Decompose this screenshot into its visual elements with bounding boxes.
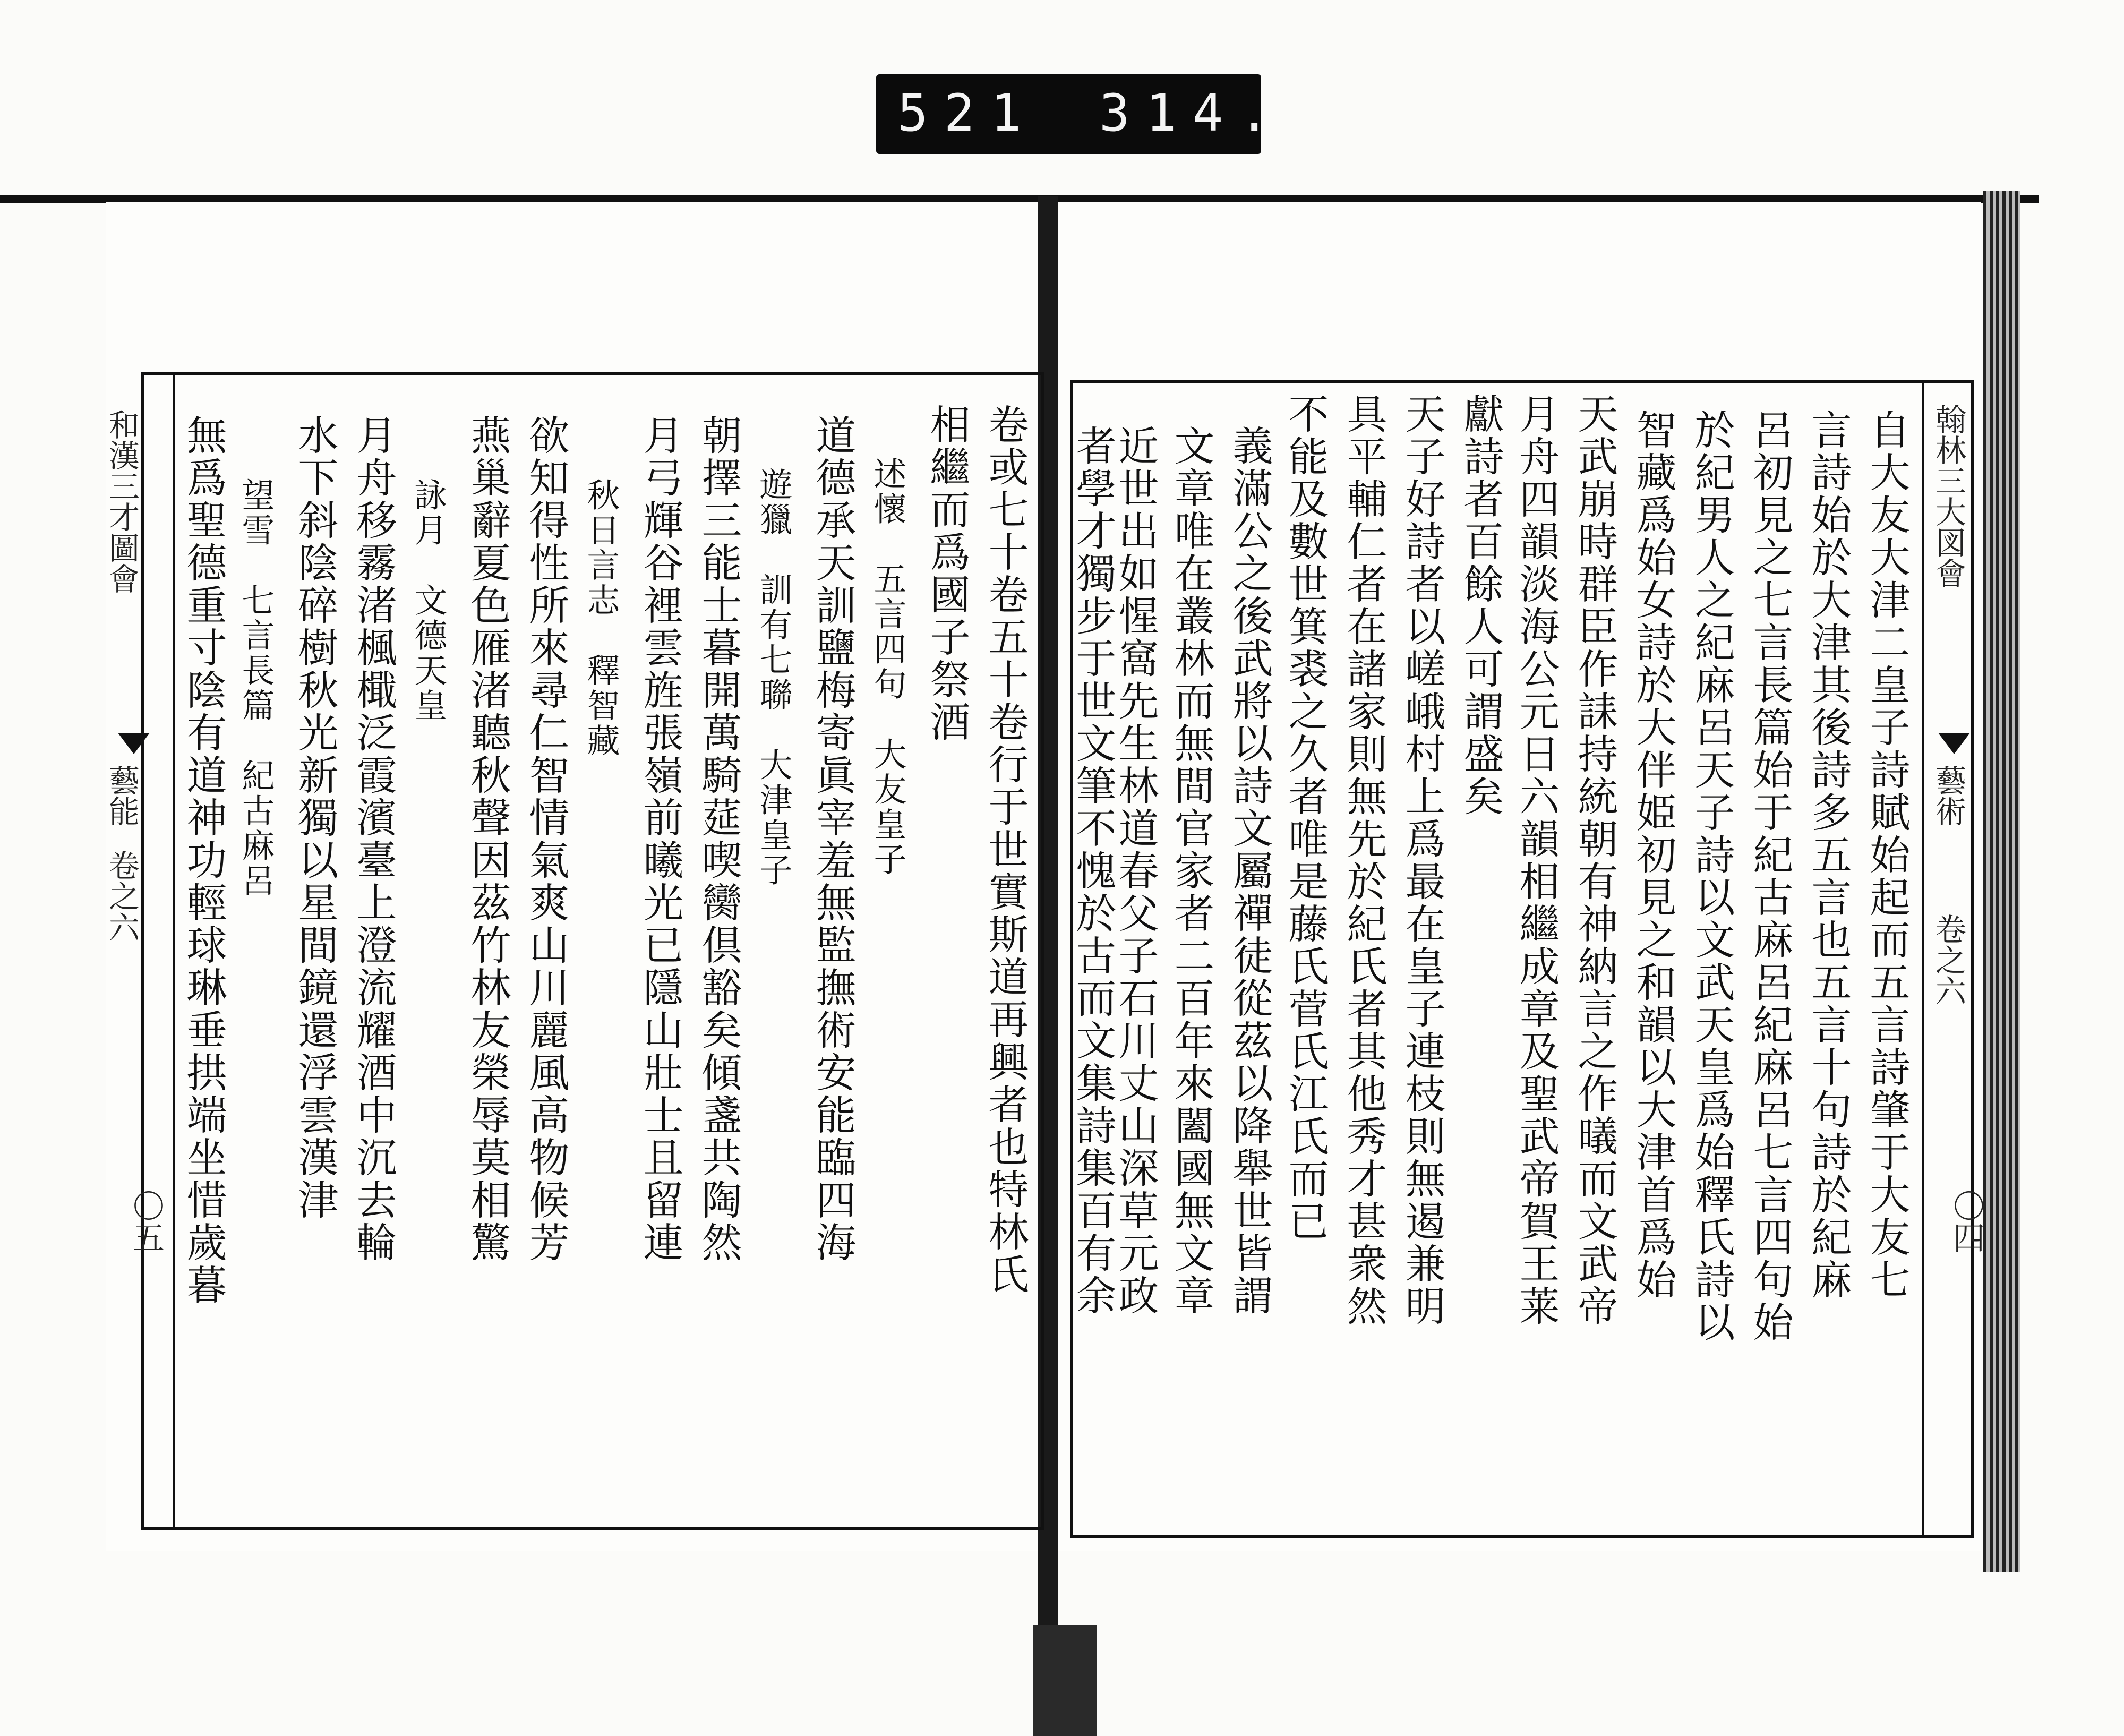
page-edges	[1983, 191, 2020, 1572]
left-col-13: 水下斜陰碎樹秋光新獨以星間鏡還浮雲漢津	[292, 414, 339, 1221]
archive-label-left-number: 521	[897, 83, 1038, 143]
left-col-3: 述懷 五言四句 大友皇子	[868, 457, 907, 877]
left-margin-fold: 卷之六	[104, 850, 140, 942]
left-col-2: 相繼而爲國子祭酒	[923, 404, 971, 743]
left-col-9: 欲知得性所來尋仁智情氣爽山川麗風高物候芳	[523, 414, 570, 1264]
left-col-1: 卷或七十卷五十卷行于世實斯道再興者也特林氏	[982, 404, 1029, 1296]
right-col-3: 呂初見之七言長篇始于紀古麻呂紀麻呂七言四句始	[1746, 409, 1794, 1344]
right-col-2: 言詩始於大津其後詩多五言也五言十句詩於紀麻	[1805, 409, 1852, 1301]
right-col-1: 自大友大津二皇子詩賦始起而五言詩肇于大友七	[1863, 409, 1911, 1301]
right-margin-rule	[1922, 380, 1924, 1537]
right-col-15: 者學才獨步于世文筆不愧於古而文集詩集百有余	[1069, 425, 1117, 1317]
left-col-7: 月弓輝谷裡雲旌張嶺前曦光已隱山壯士且留連	[637, 414, 684, 1264]
right-margin-title: 翰林三大図會	[1930, 404, 1966, 588]
left-margin-chapter: 藝能	[104, 765, 140, 826]
left-page-number: 〇五	[127, 1190, 165, 1253]
right-col-10: 具平輔仁者在諸家則無先於紀氏者其他秀才甚衆然	[1340, 393, 1388, 1328]
left-col-15: 無爲聖德重寸陰有道神功輕球琳垂拱端坐惜歲暮	[180, 414, 227, 1306]
left-col-11: 詠月 文德天皇	[409, 478, 448, 723]
left-fishtail-mark	[118, 733, 150, 754]
left-col-14: 望雪 七言長篇 紀古麻呂	[236, 478, 275, 899]
left-col-6: 朝擇三能士暮開萬騎莚喫臠倶豁矣傾盞共陶然	[695, 414, 742, 1264]
left-col-12: 月舟移霧渚楓檝泛霞濱臺上澄流耀酒中沉去輪	[350, 414, 397, 1264]
right-margin-chapter: 藝術	[1930, 765, 1966, 826]
right-margin-fold: 卷之六	[1930, 913, 1966, 1006]
archive-label	[876, 74, 1286, 154]
right-col-5: 智藏爲始女詩於大伴姫初見之和韻以大津首爲始	[1630, 409, 1677, 1301]
gutter-binding	[1033, 1625, 1097, 1736]
archive-label-right-number: 314.	[1099, 83, 1286, 143]
right-col-8: 獻詩者百餘人可謂盛矣	[1457, 393, 1504, 818]
right-col-7: 月舟四韻淡海公元日六韻相繼成章及聖武帝賀王莱	[1513, 393, 1560, 1328]
right-col-9: 天子好詩者以嵯峨村上爲最在皇子連枝則無遏兼明	[1399, 393, 1446, 1328]
right-col-13: 文章唯在叢林而無間官家者二百年來闔國無文章	[1168, 425, 1215, 1317]
left-margin-rule	[173, 372, 175, 1529]
left-col-10: 燕巢辭夏色雁渚聽秋聲因茲竹林友榮辱莫相驚	[464, 414, 511, 1264]
right-col-4: 於紀男人之紀麻呂天子詩以文武天皇爲始釋氏詩以	[1688, 409, 1735, 1344]
right-col-11: 不能及數世箕裘之久者唯是藤氏菅氏江氏而已	[1282, 393, 1329, 1243]
right-col-14: 近世出如惺窩先生林道春父子石川丈山深草元政	[1112, 425, 1159, 1317]
left-col-8: 秋日言志 釋智藏	[581, 478, 620, 758]
right-fishtail-mark	[1938, 733, 1970, 754]
left-margin-title: 和漢三才圖會	[104, 409, 140, 594]
left-col-5: 遊獵 訓有七聯 大津皇子	[754, 467, 793, 888]
right-col-6: 天武崩時群臣作誄持統朝有神納言之作㬢而文武帝	[1571, 393, 1618, 1328]
right-col-12: 義滿公之後武將以詩文屬禪徒從茲以降舉世皆謂	[1226, 425, 1273, 1317]
right-page-number: 〇四	[1948, 1190, 1985, 1253]
left-col-4: 道德承天訓鹽梅寄眞宰羞無監撫術安能臨四海	[809, 414, 857, 1264]
